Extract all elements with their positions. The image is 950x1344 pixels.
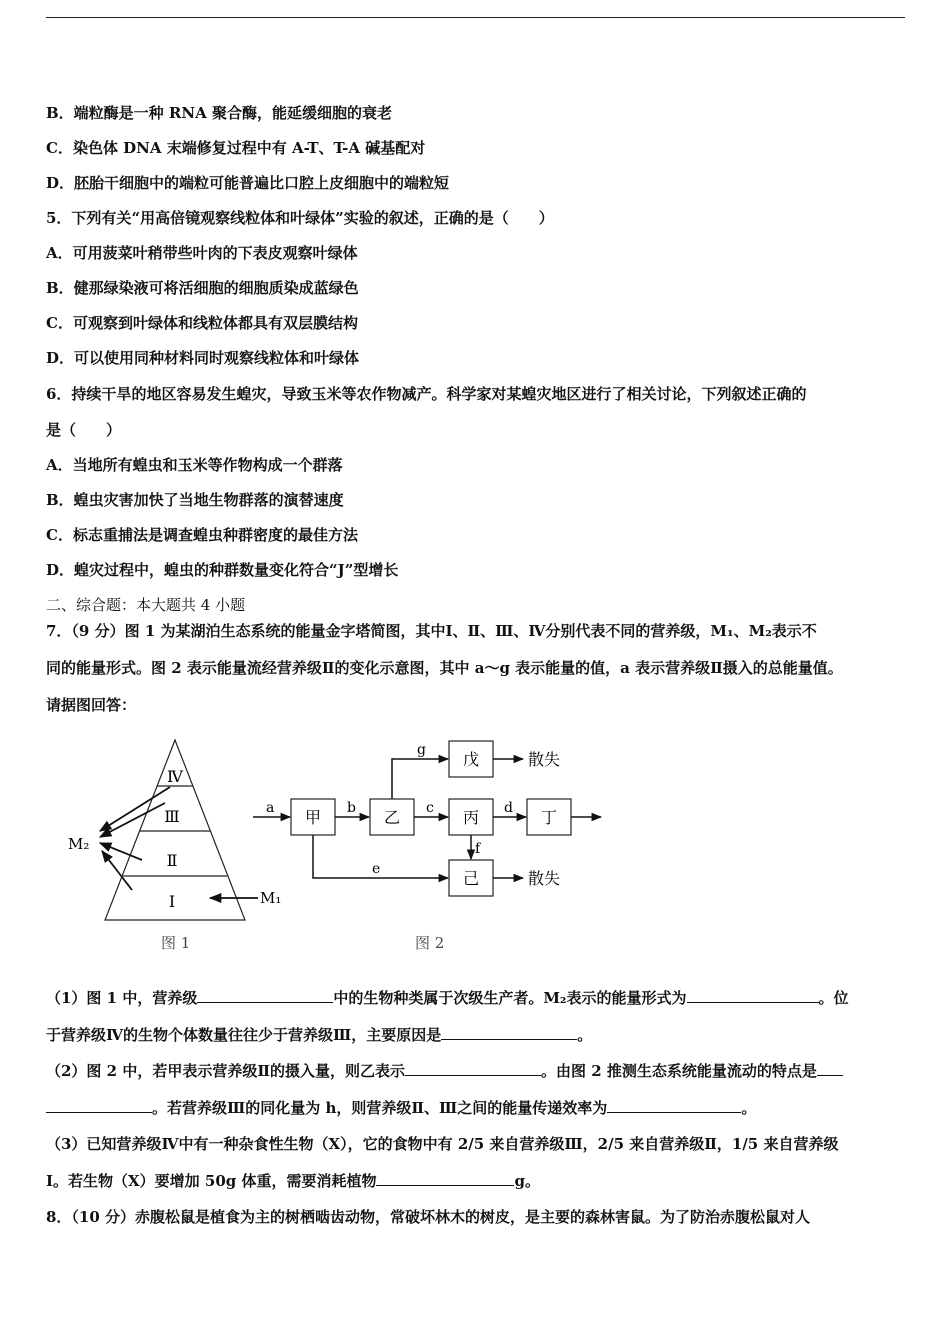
question-7-line2: 同的能量形式。图 2 表示能量流经营养级Ⅱ的变化示意图，其中 a～g 表示能量的值，a 表示营养级Ⅱ摄入的总能量值。 — [46, 659, 843, 677]
answer-blank[interactable] — [197, 988, 333, 1003]
pyramid-level-1: Ⅰ — [168, 892, 176, 911]
answer-blank[interactable] — [607, 1098, 741, 1113]
m1-label: M₁ — [260, 889, 282, 907]
flow-label-e: e — [372, 861, 381, 877]
label-sanshi-2: 散失 — [528, 869, 561, 888]
part-3-line1: （3）已知营养级Ⅳ中有一种杂食性生物（X），它的食物中有 2/5 来自营养级Ⅲ，2/5 来自营养级Ⅱ，1/5 来自营养级 — [46, 1135, 839, 1153]
answer-blank[interactable] — [817, 1061, 843, 1076]
flow-label-a: a — [266, 800, 275, 816]
part-2-line2: 。若营养级Ⅲ的同化量为 h，则营养级Ⅱ、Ⅲ之间的能量传递效率为 。 — [46, 1097, 756, 1119]
figure-diagrams — [60, 735, 620, 960]
header-rule — [46, 17, 905, 18]
label-jia: 甲 — [304, 808, 322, 827]
part-3-line2: Ⅰ。若生物（X）要增加 50g 体重，需要消耗植物 g。 — [46, 1172, 540, 1190]
section-2-heading: 二、综合题：本大题共 4 小题 — [46, 596, 246, 614]
question-6-line1: 6．持续干旱的地区容易发生蝗灾，导致玉米等农作物减产。科学家对某蝗灾地区进行了相关讨论，下列叙述正确的 — [46, 385, 807, 403]
question-6-line2: 是（ ） — [46, 421, 122, 439]
figure-2-caption: 图 2 — [415, 934, 445, 952]
option-4c: C．染色体 DNA 末端修复过程中有 A-T、T-A 碱基配对 — [46, 139, 426, 157]
option-6b: B．蝗虫灾害加快了当地生物群落的演替速度 — [46, 491, 344, 509]
pyramid-level-4: Ⅳ — [167, 767, 183, 786]
m2-label: M₂ — [68, 835, 90, 853]
question-7-line1: 7．（9 分）图 1 为某湖泊生态系统的能量金字塔简图，其中Ⅰ、Ⅱ、Ⅲ、Ⅳ分别代表不同的营养级，M₁、M₂表示不 — [46, 622, 817, 640]
answer-blank[interactable] — [441, 1025, 577, 1040]
question-5: 5．下列有关“用高倍镜观察线粒体和叶绿体”实验的叙述，正确的是（ ） — [46, 209, 554, 227]
option-4b: B．端粒酶是一种 RNA 聚合酶，能延缓细胞的衰老 — [46, 104, 392, 122]
answer-blank[interactable] — [687, 988, 819, 1003]
arrow-e — [313, 835, 448, 878]
label-ding: 丁 — [540, 808, 558, 827]
label-wu: 戊 — [462, 750, 480, 769]
answer-blank[interactable] — [46, 1098, 152, 1113]
option-5c: C．可观察到叶绿体和线粒体都具有双层膜结构 — [46, 314, 358, 332]
flow-label-c: c — [426, 800, 434, 816]
pyramid-level-2: Ⅱ — [166, 851, 178, 870]
option-6d: D．蝗灾过程中，蝗虫的种群数量变化符合“J”型增长 — [46, 561, 399, 579]
arrow-g — [392, 759, 448, 799]
label-ji: 己 — [462, 869, 480, 888]
answer-blank[interactable] — [405, 1061, 541, 1076]
label-sanshi-1: 散失 — [528, 750, 561, 769]
energy-pyramid — [68, 740, 281, 952]
answer-blank[interactable] — [376, 1171, 514, 1186]
option-6a: A．当地所有蝗虫和玉米等作物构成一个群落 — [46, 456, 343, 474]
part-1-line1: （1）图 1 中，营养级 中的生物种类属于次级生产者。M₂表示的能量形式为 。位 — [46, 989, 849, 1007]
flow-label-f: f — [475, 841, 481, 857]
part-2-line1: （2）图 2 中，若甲表示营养级Ⅱ的摄入量，则乙表示 。由图 2 推测生态系统能量流动的特点是 — [46, 1060, 843, 1082]
flow-label-g: g — [417, 742, 426, 758]
option-6c: C．标志重捕法是调查蝗虫种群密度的最佳方法 — [46, 526, 358, 544]
option-5b: B．健那绿染液可将活细胞的细胞质染成蓝绿色 — [46, 279, 359, 297]
question-8: 8．（10 分）赤腹松鼠是植食为主的树栖啮齿动物，常破坏林木的树皮，是主要的森林害鼠。为了防治赤腹松鼠对人 — [46, 1208, 811, 1226]
option-5a: A．可用菠菜叶稍带些叶肉的下表皮观察叶绿体 — [46, 244, 358, 262]
figures — [60, 735, 620, 964]
flow-label-b: b — [347, 800, 356, 816]
flow-label-d: d — [504, 800, 513, 816]
option-4d: D．胚胎干细胞中的端粒可能普遍比口腔上皮细胞中的端粒短 — [46, 174, 450, 192]
pyramid-level-3: Ⅲ — [164, 807, 180, 826]
option-5d: D．可以使用同种材料同时观察线粒体和叶绿体 — [46, 349, 360, 367]
label-bing: 丙 — [462, 808, 480, 827]
part-1-line2: 于营养级Ⅳ的生物个体数量往往少于营养级Ⅲ，主要原因是 。 — [46, 1026, 593, 1044]
energy-flow-diagram — [253, 741, 601, 952]
label-yi: 乙 — [383, 808, 401, 827]
question-7-line3: 请据图回答： — [46, 696, 137, 714]
figure-1-caption: 图 1 — [161, 934, 191, 952]
